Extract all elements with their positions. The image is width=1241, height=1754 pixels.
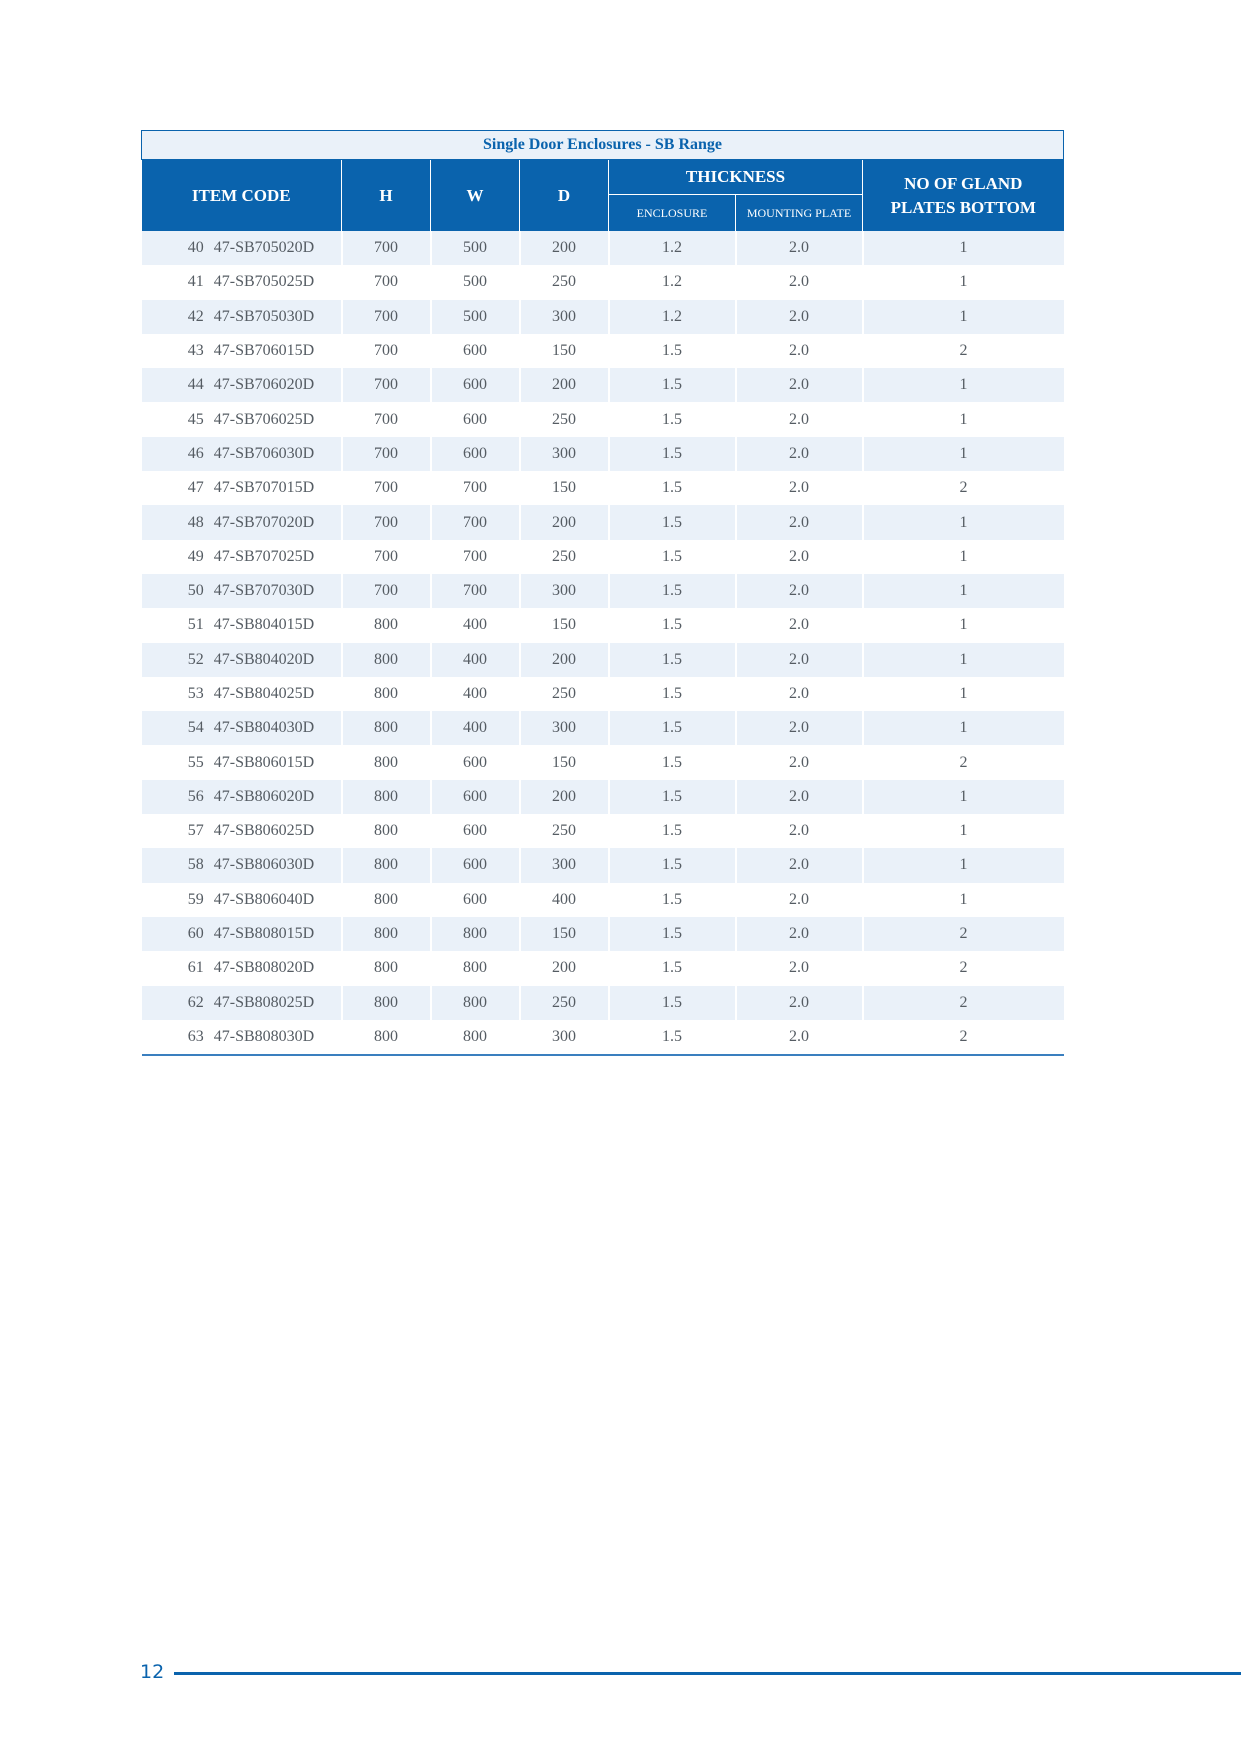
- cell-item-code: [142, 231, 342, 265]
- cell-item-code: [142, 402, 342, 436]
- cell-w: 700: [431, 574, 520, 608]
- table-row: [142, 986, 1064, 1020]
- page-number: 12: [140, 1661, 165, 1683]
- cell-h: 800: [342, 780, 431, 814]
- cell-mounting-plate: 2.0: [736, 437, 863, 471]
- item-code: 47-SB806025D: [213, 822, 315, 840]
- cell-d: 200: [520, 951, 609, 985]
- cell-h: 700: [342, 471, 431, 505]
- header-item-code: ITEM CODE: [142, 160, 342, 232]
- cell-gland-plates: 2: [863, 951, 1064, 985]
- cell-d: 200: [520, 368, 609, 402]
- cell-gland-plates: 1: [863, 231, 1064, 265]
- cell-gland-plates: 2: [863, 917, 1064, 951]
- cell-h: 700: [342, 574, 431, 608]
- cell-mounting-plate: 2.0: [736, 368, 863, 402]
- cell-gland-plates: 2: [863, 334, 1064, 368]
- cell-h: 700: [342, 540, 431, 574]
- cell-mounting-plate: 2.0: [736, 986, 863, 1020]
- cell-w: 800: [431, 1020, 520, 1055]
- cell-item-code: [142, 848, 342, 882]
- header-row-top: [142, 160, 1064, 195]
- row-number: 56: [187, 787, 204, 805]
- table-row: [142, 402, 1064, 436]
- item-code: 47-SB707030D: [213, 582, 315, 600]
- cell-mounting-plate: 2.0: [736, 574, 863, 608]
- item-code: 47-SB706025D: [213, 410, 315, 428]
- cell-w: 800: [431, 917, 520, 951]
- item-code: 47-SB706020D: [213, 376, 315, 394]
- cell-gland-plates: 2: [863, 471, 1064, 505]
- cell-d: 200: [520, 505, 609, 539]
- item-code: 47-SB806020D: [213, 787, 315, 805]
- table-title: Single Door Enclosures - SB Range: [142, 131, 1064, 160]
- cell-item-code: [142, 677, 342, 711]
- row-number: 50: [187, 582, 204, 600]
- row-number: 54: [187, 719, 204, 737]
- cell-gland-plates: 2: [863, 745, 1064, 779]
- cell-h: 700: [342, 402, 431, 436]
- cell-mounting-plate: 2.0: [736, 711, 863, 745]
- cell-h: 700: [342, 231, 431, 265]
- cell-d: 150: [520, 745, 609, 779]
- table-row: [142, 334, 1064, 368]
- cell-mounting-plate: 2.0: [736, 231, 863, 265]
- cell-mounting-plate: 2.0: [736, 1020, 863, 1055]
- cell-mounting-plate: 2.0: [736, 917, 863, 951]
- cell-w: 600: [431, 814, 520, 848]
- cell-d: 250: [520, 814, 609, 848]
- cell-enclosure: 1.5: [609, 986, 736, 1020]
- cell-gland-plates: 1: [863, 437, 1064, 471]
- cell-mounting-plate: 2.0: [736, 471, 863, 505]
- cell-gland-plates: 1: [863, 368, 1064, 402]
- cell-item-code: [142, 574, 342, 608]
- cell-enclosure: 1.5: [609, 471, 736, 505]
- cell-d: 150: [520, 608, 609, 642]
- item-code: 47-SB707015D: [213, 479, 315, 497]
- row-number: 45: [187, 410, 204, 428]
- cell-gland-plates: 1: [863, 677, 1064, 711]
- cell-d: 400: [520, 883, 609, 917]
- cell-mounting-plate: 2.0: [736, 951, 863, 985]
- row-number: 58: [187, 856, 204, 874]
- cell-w: 500: [431, 265, 520, 299]
- cell-item-code: [142, 334, 342, 368]
- row-number: 63: [187, 1027, 204, 1045]
- cell-gland-plates: 1: [863, 574, 1064, 608]
- cell-h: 700: [342, 437, 431, 471]
- table-row: [142, 883, 1064, 917]
- header-mounting-plate: MOUNTING PLATE: [736, 195, 863, 232]
- cell-w: 600: [431, 334, 520, 368]
- item-code: 47-SB808020D: [213, 959, 315, 977]
- cell-item-code: [142, 505, 342, 539]
- row-number: 46: [187, 444, 204, 462]
- item-code: 47-SB804025D: [213, 685, 315, 702]
- cell-enclosure: 1.5: [609, 608, 736, 642]
- cell-mounting-plate: 2.0: [736, 780, 863, 814]
- cell-item-code: [142, 814, 342, 848]
- cell-h: 700: [342, 505, 431, 539]
- cell-w: 400: [431, 711, 520, 745]
- cell-enclosure: 1.2: [609, 231, 736, 265]
- table-row: [142, 608, 1064, 642]
- cell-w: 400: [431, 608, 520, 642]
- header-w: W: [431, 160, 520, 232]
- table-row: [142, 745, 1064, 779]
- cell-w: 600: [431, 402, 520, 436]
- cell-w: 700: [431, 471, 520, 505]
- header-gland-line1: NO OF GLAND: [904, 173, 1023, 193]
- table-row: [142, 265, 1064, 299]
- enclosure-table: [141, 130, 1064, 1056]
- table-row: [142, 677, 1064, 711]
- item-code: 47-SB707020D: [213, 513, 315, 531]
- cell-w: 600: [431, 368, 520, 402]
- row-number: 60: [187, 925, 204, 943]
- table-row: [142, 574, 1064, 608]
- cell-item-code: [142, 986, 342, 1020]
- table-row: [142, 814, 1064, 848]
- cell-w: 800: [431, 986, 520, 1020]
- header-gland-line2: PLATES BOTTOM: [890, 197, 1036, 217]
- cell-h: 700: [342, 300, 431, 334]
- cell-h: 800: [342, 1020, 431, 1055]
- cell-enclosure: 1.5: [609, 540, 736, 574]
- table-row: [142, 951, 1064, 985]
- cell-w: 700: [431, 540, 520, 574]
- cell-w: 500: [431, 300, 520, 334]
- table-row: [142, 505, 1064, 539]
- item-code: 47-SB806030D: [213, 856, 315, 874]
- row-number: 55: [187, 753, 204, 771]
- cell-enclosure: 1.5: [609, 574, 736, 608]
- cell-w: 600: [431, 745, 520, 779]
- item-code: 47-SB706015D: [213, 342, 315, 360]
- table-row: [142, 300, 1064, 334]
- cell-item-code: [142, 300, 342, 334]
- cell-d: 300: [520, 574, 609, 608]
- cell-item-code: [142, 951, 342, 985]
- item-code: 47-SB707025D: [213, 547, 315, 565]
- cell-d: 300: [520, 711, 609, 745]
- cell-d: 150: [520, 471, 609, 505]
- cell-d: 200: [520, 231, 609, 265]
- header-thickness: THICKNESS: [609, 160, 863, 195]
- row-number: 59: [187, 890, 204, 908]
- row-number: 62: [187, 993, 204, 1011]
- cell-mounting-plate: 2.0: [736, 608, 863, 642]
- cell-w: 400: [431, 677, 520, 711]
- row-number: 42: [187, 307, 204, 325]
- cell-enclosure: 1.5: [609, 780, 736, 814]
- cell-item-code: [142, 643, 342, 677]
- cell-gland-plates: 1: [863, 402, 1064, 436]
- cell-d: 300: [520, 300, 609, 334]
- cell-mounting-plate: 2.0: [736, 334, 863, 368]
- cell-h: 800: [342, 745, 431, 779]
- row-number: 44: [187, 376, 204, 394]
- table-row: [142, 848, 1064, 882]
- cell-w: 800: [431, 951, 520, 985]
- table-body: [142, 231, 1064, 1055]
- header-enclosure: ENCLOSURE: [609, 195, 736, 232]
- item-code: 47-SB806015D: [213, 753, 315, 771]
- cell-h: 800: [342, 951, 431, 985]
- cell-enclosure: 1.5: [609, 883, 736, 917]
- cell-h: 800: [342, 677, 431, 711]
- cell-enclosure: 1.5: [609, 643, 736, 677]
- cell-h: 800: [342, 883, 431, 917]
- cell-d: 250: [520, 402, 609, 436]
- cell-h: 800: [342, 608, 431, 642]
- row-number: 48: [187, 513, 204, 531]
- cell-enclosure: 1.5: [609, 711, 736, 745]
- table-row: [142, 368, 1064, 402]
- cell-d: 250: [520, 540, 609, 574]
- cell-w: 500: [431, 231, 520, 265]
- cell-item-code: [142, 745, 342, 779]
- cell-h: 800: [342, 848, 431, 882]
- row-number: 51: [187, 616, 204, 634]
- cell-gland-plates: 1: [863, 711, 1064, 745]
- cell-w: 700: [431, 505, 520, 539]
- cell-h: 700: [342, 368, 431, 402]
- cell-enclosure: 1.5: [609, 437, 736, 471]
- cell-h: 800: [342, 917, 431, 951]
- cell-d: 200: [520, 780, 609, 814]
- table-row: [142, 437, 1064, 471]
- cell-item-code: [142, 711, 342, 745]
- cell-gland-plates: 2: [863, 986, 1064, 1020]
- cell-enclosure: 1.2: [609, 300, 736, 334]
- cell-item-code: [142, 368, 342, 402]
- cell-gland-plates: 1: [863, 505, 1064, 539]
- cell-enclosure: 1.5: [609, 505, 736, 539]
- cell-gland-plates: 1: [863, 608, 1064, 642]
- header-gland-plates: [863, 160, 1064, 232]
- cell-w: 600: [431, 883, 520, 917]
- row-number: 61: [187, 959, 204, 977]
- cell-gland-plates: 2: [863, 1020, 1064, 1055]
- row-number: 49: [187, 547, 204, 565]
- cell-mounting-plate: 2.0: [736, 402, 863, 436]
- cell-mounting-plate: 2.0: [736, 814, 863, 848]
- item-code: 47-SB705020D: [213, 239, 315, 257]
- header-h: H: [342, 160, 431, 232]
- item-code: 47-SB705025D: [213, 273, 315, 291]
- table-row: [142, 917, 1064, 951]
- item-code: 47-SB804030D: [213, 719, 315, 737]
- cell-enclosure: 1.5: [609, 745, 736, 779]
- cell-h: 700: [342, 265, 431, 299]
- cell-d: 250: [520, 677, 609, 711]
- cell-item-code: [142, 265, 342, 299]
- item-code: 47-SB806040D: [213, 890, 315, 908]
- cell-h: 800: [342, 814, 431, 848]
- item-code: 47-SB705030D: [213, 307, 315, 325]
- row-number: 53: [187, 685, 204, 702]
- cell-enclosure: 1.5: [609, 848, 736, 882]
- cell-gland-plates: 1: [863, 540, 1064, 574]
- cell-enclosure: 1.5: [609, 1020, 736, 1055]
- enclosure-table-container: [141, 130, 1063, 1056]
- row-number: 57: [187, 822, 204, 840]
- item-code: 47-SB808015D: [213, 925, 315, 943]
- cell-item-code: [142, 780, 342, 814]
- cell-h: 800: [342, 986, 431, 1020]
- cell-d: 250: [520, 265, 609, 299]
- item-code: 47-SB808030D: [213, 1027, 315, 1045]
- cell-enclosure: 1.5: [609, 368, 736, 402]
- cell-gland-plates: 1: [863, 265, 1064, 299]
- cell-h: 800: [342, 711, 431, 745]
- cell-d: 300: [520, 437, 609, 471]
- cell-d: 150: [520, 334, 609, 368]
- table-row: [142, 231, 1064, 265]
- cell-d: 200: [520, 643, 609, 677]
- cell-mounting-plate: 2.0: [736, 848, 863, 882]
- cell-mounting-plate: 2.0: [736, 883, 863, 917]
- cell-d: 300: [520, 1020, 609, 1055]
- cell-enclosure: 1.2: [609, 265, 736, 299]
- table-row: [142, 471, 1064, 505]
- cell-w: 600: [431, 780, 520, 814]
- cell-gland-plates: 1: [863, 300, 1064, 334]
- row-number: 52: [187, 650, 204, 668]
- cell-gland-plates: 1: [863, 848, 1064, 882]
- cell-item-code: [142, 917, 342, 951]
- cell-gland-plates: 1: [863, 643, 1064, 677]
- cell-gland-plates: 1: [863, 883, 1064, 917]
- cell-enclosure: 1.5: [609, 951, 736, 985]
- table-title-row: [142, 131, 1064, 160]
- table-row: [142, 643, 1064, 677]
- header-d: D: [520, 160, 609, 232]
- cell-w: 600: [431, 437, 520, 471]
- cell-enclosure: 1.5: [609, 402, 736, 436]
- row-number: 43: [187, 342, 204, 360]
- footer-rule: [174, 1672, 1241, 1675]
- table-row: [142, 711, 1064, 745]
- cell-w: 400: [431, 643, 520, 677]
- cell-item-code: [142, 608, 342, 642]
- cell-item-code: [142, 883, 342, 917]
- cell-h: 700: [342, 334, 431, 368]
- item-code: 47-SB804020D: [213, 650, 315, 668]
- table-row: [142, 780, 1064, 814]
- cell-item-code: [142, 437, 342, 471]
- cell-mounting-plate: 2.0: [736, 677, 863, 711]
- cell-mounting-plate: 2.0: [736, 643, 863, 677]
- cell-w: 600: [431, 848, 520, 882]
- cell-mounting-plate: 2.0: [736, 300, 863, 334]
- cell-item-code: [142, 1020, 342, 1055]
- cell-mounting-plate: 2.0: [736, 540, 863, 574]
- row-number: 40: [187, 239, 204, 257]
- table-row: [142, 1020, 1064, 1055]
- cell-mounting-plate: 2.0: [736, 745, 863, 779]
- cell-gland-plates: 1: [863, 814, 1064, 848]
- cell-mounting-plate: 2.0: [736, 265, 863, 299]
- table-row: [142, 540, 1064, 574]
- cell-enclosure: 1.5: [609, 814, 736, 848]
- cell-gland-plates: 1: [863, 780, 1064, 814]
- cell-d: 150: [520, 917, 609, 951]
- cell-item-code: [142, 471, 342, 505]
- item-code: 47-SB808025D: [213, 993, 315, 1011]
- cell-mounting-plate: 2.0: [736, 505, 863, 539]
- cell-d: 300: [520, 848, 609, 882]
- row-number: 41: [187, 273, 204, 291]
- item-code: 47-SB706030D: [213, 444, 315, 462]
- cell-enclosure: 1.5: [609, 677, 736, 711]
- row-number: 47: [187, 479, 204, 497]
- cell-enclosure: 1.5: [609, 334, 736, 368]
- cell-h: 800: [342, 643, 431, 677]
- item-code: 47-SB804015D: [213, 616, 315, 634]
- cell-d: 250: [520, 986, 609, 1020]
- cell-item-code: [142, 540, 342, 574]
- cell-enclosure: 1.5: [609, 917, 736, 951]
